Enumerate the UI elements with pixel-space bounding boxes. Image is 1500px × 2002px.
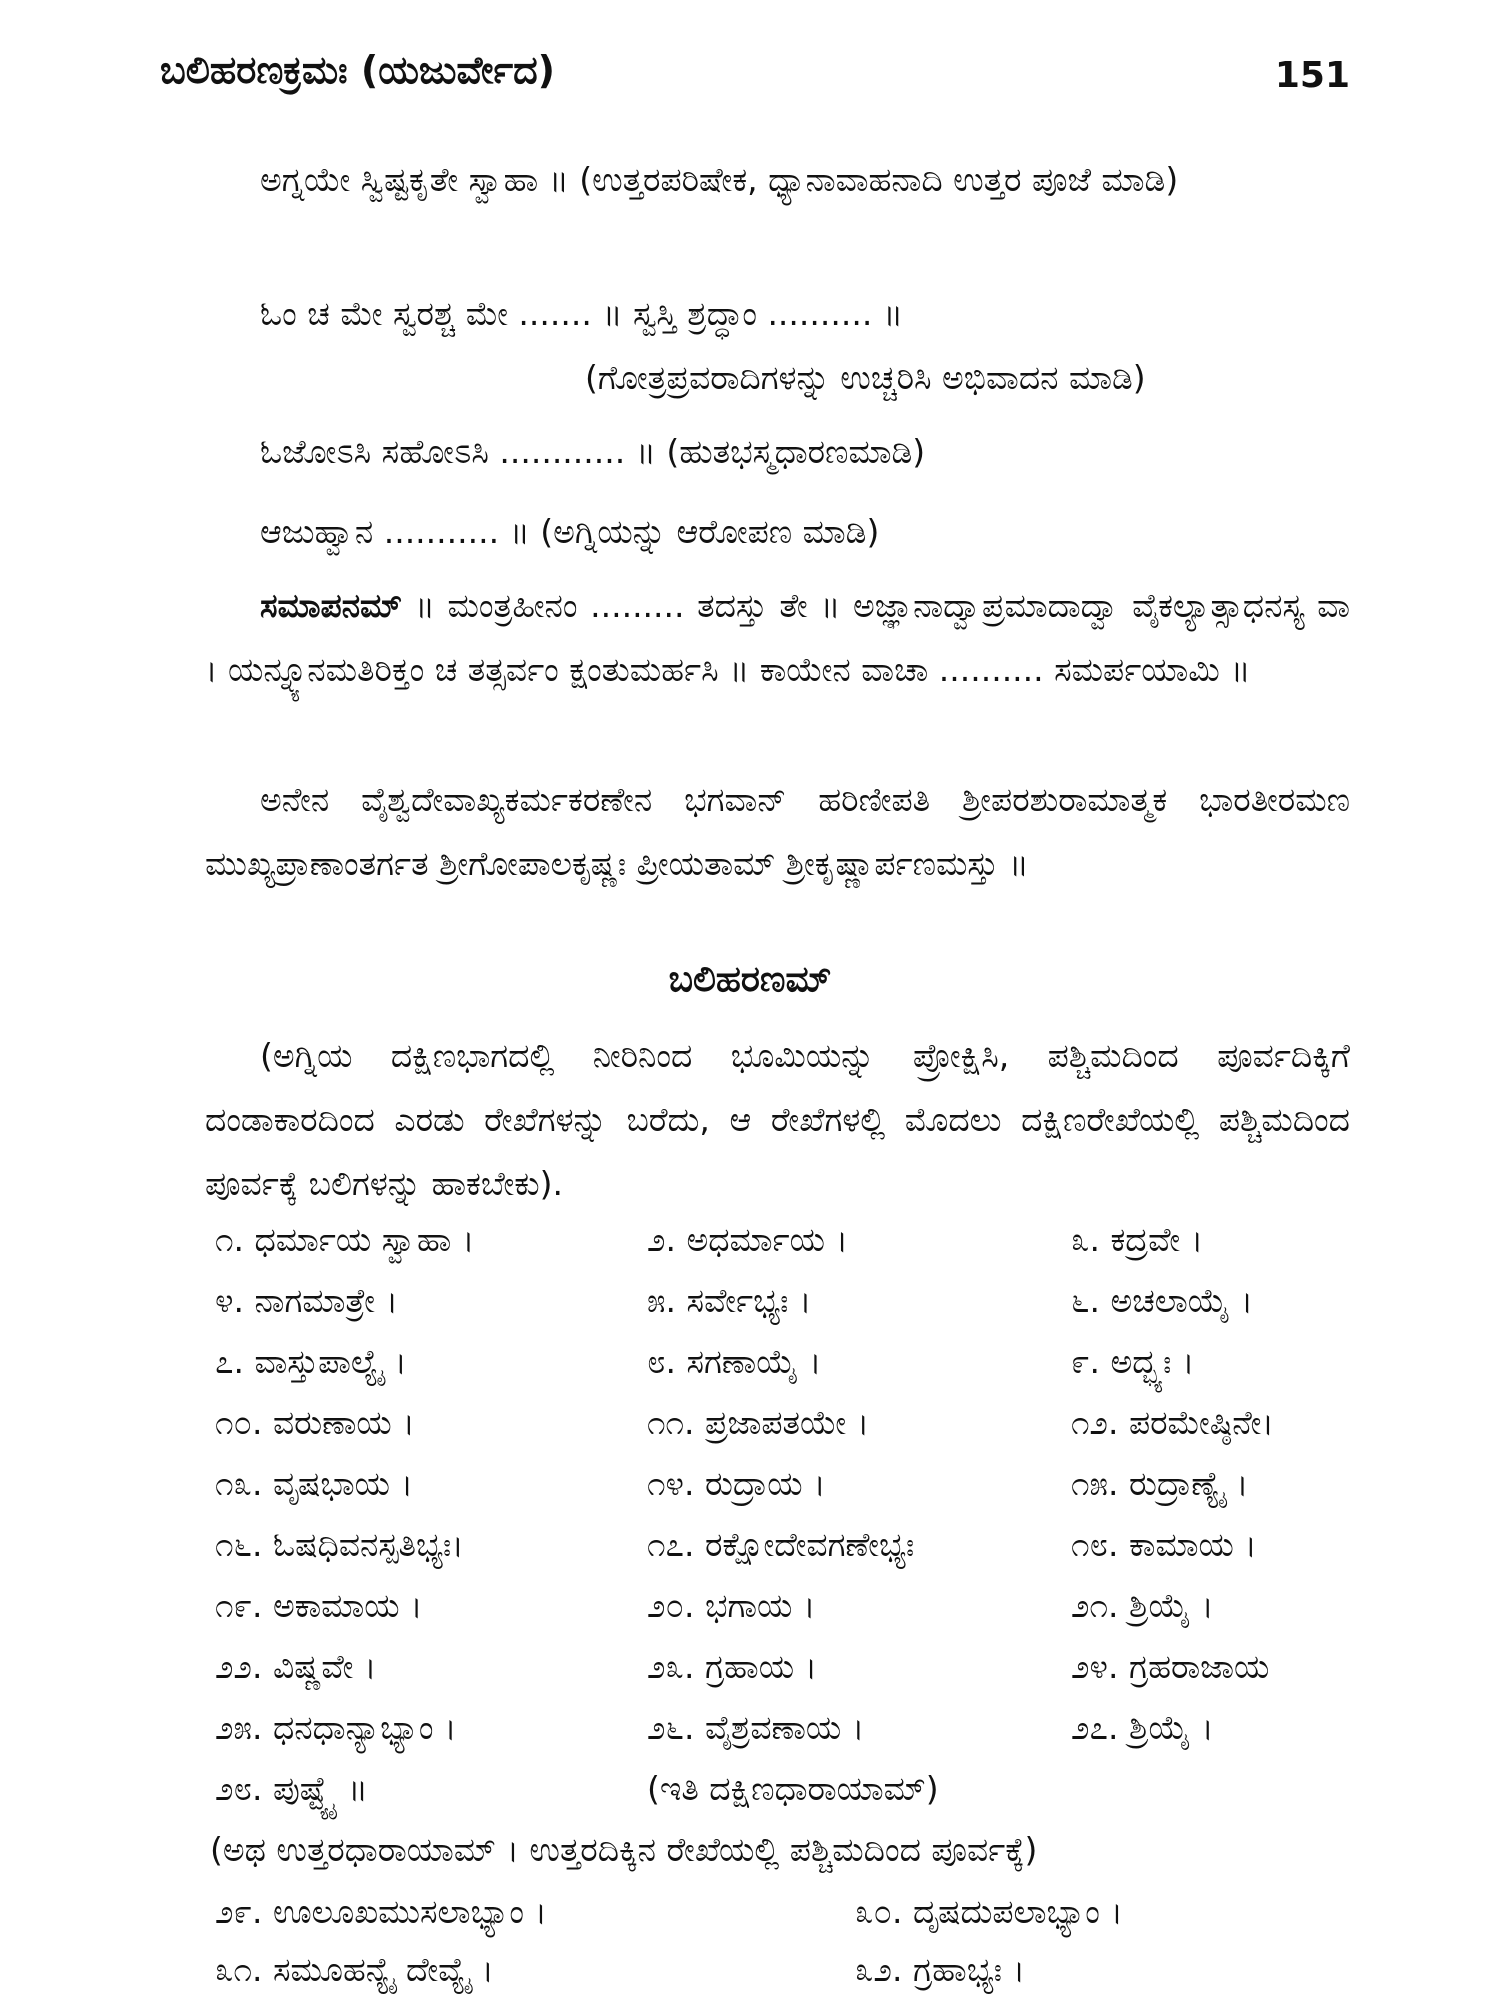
bali-item: ೩೦. ದೃಷದುಪಲಾಭ್ಯಾಂ । <box>855 1892 1123 1931</box>
section-heading: ಬಲಿಹರಣಮ್ <box>668 959 832 1000</box>
bali-item: ೨೪. ಗ್ರಹರಾಜಾಯ <box>1071 1647 1270 1686</box>
bali-item: ೧೮. ಕಾಮಾಯ । <box>1071 1525 1257 1564</box>
bali-item: ೨೭. ಶ್ರಿಯೈ । <box>1071 1708 1214 1747</box>
paragraph-instructions: (ಅಗ್ನಿಯ ದಕ್ಷಿಣಭಾಗದಲ್ಲಿ ನೀರಿನಿಂದ ಭೂಮಿಯನ್ನು ಪ್ರೋಕ್ಷಿಸಿ, ಪಶ್ಚಿಮದಿಂದ ಪೂರ್ವದಿಕ್ಕಿಗೆ ದಂಡಾಕಾರದಿಂದ ಎರಡು ರೇಖೆಗಳನ್ನು ಬರೆದು, ಆ ರೇಖೆಗಳಲ್ಲಿ ಮೊದಲು ದಕ್ಷಿಣರೇಖೆಯಲ್ಲಿ ಪಶ್ಚಿಮದಿಂದ ಪೂರ್ವಕ್ಕೆ ಬಲಿಗಳನ್ನು ಹಾಕಬೇಕು). <box>205 1036 1350 1203</box>
bali-item: ೭. ವಾಸ್ತುಪಾಲ್ಯೈ । <box>215 1342 407 1381</box>
bali-item: ೧೪. ರುದ್ರಾಯ । <box>647 1464 826 1503</box>
bali-item: ೧೧. ಪ್ರಜಾಪತಯೇ । <box>647 1403 870 1442</box>
paragraph-ajuhvana: ಆಜುಹ್ವಾನ ........... ॥ (ಅಗ್ನಿಯನ್ನು ಆರೋಪಣ ಮಾಡಿ) <box>260 512 880 551</box>
bali-row <box>215 1938 1375 2002</box>
paragraph-om-cha-me: ಓಂ ಚ ಮೇ ಸ್ವರಶ್ಚ ಮೇ ....... ॥ ಸ್ವಸ್ತಿ ಶ್ರದ್ಧಾಂ .......... ॥ <box>260 294 903 333</box>
bali-item: ೧೬. ಓಷಧಿವನಸ್ಪತಿಭ್ಯಃ। <box>215 1525 464 1564</box>
abhivadana-note: (ಗೋತ್ರಪ್ರವರಾದಿಗಳನ್ನು ಉಚ್ಚರಿಸಿ ಅಭಿವಾದನ ಮಾಡಿ) <box>585 358 1146 397</box>
samapanam-label: ಸಮಾಪನಮ್ <box>260 586 403 625</box>
bali-row <box>215 1513 1375 1577</box>
bali-item: ೨೩. ಗ್ರಹಾಯ । <box>647 1647 818 1686</box>
bali-item: ೧. ಧರ್ಮಾಯ ಸ್ವಾಹಾ । <box>215 1220 475 1259</box>
bali-item: ೬. ಅಚಲಾಯೈ । <box>1071 1281 1254 1320</box>
bali-item: ೨. ಅಧರ್ಮಾಯ । <box>647 1220 849 1259</box>
bali-item: ೨೦. ಭಗಾಯ । <box>647 1586 816 1625</box>
bali-item: ೧೫. ರುದ್ರಾಣ್ಯೈ । <box>1071 1464 1249 1503</box>
uttara-dhara-note: (ಅಥ ಉತ್ತರಧಾರಾಯಾಮ್ । ಉತ್ತರದಿಕ್ಕಿನ ರೇಖೆಯಲ್ಲಿ ಪಶ್ಚಿಮದಿಂದ ಪೂರ್ವಕ್ಕೆ) <box>210 1830 1038 1869</box>
bali-item: ೨೯. ಊಲೂಖಮುಸಲಾಭ್ಯಾಂ । <box>215 1892 547 1931</box>
bali-row <box>215 1330 1375 1394</box>
paragraph-svishtakrit: ಅಗ್ನಯೇ ಸ್ವಿಷ್ಟಕೃತೇ ಸ್ವಾಹಾ ॥ (ಉತ್ತರಪರಿಷೇಕ, ಧ್ಯಾನಾವಾಹನಾದಿ ಉತ್ತರ ಪೂಜೆ ಮಾಡಿ) <box>260 160 1179 199</box>
bali-row <box>215 1391 1375 1455</box>
bali-row <box>215 1452 1375 1516</box>
bali-item: ೨೨. ವಿಷ್ಣವೇ । <box>215 1647 377 1686</box>
samapanam-text: ॥ ಮಂತ್ರಹೀನಂ ......... ತದಸ್ತು ತೇ ॥ ಅಜ್ಞಾನಾದ್ವಾಪ್ರಮಾದಾದ್ವಾ ವೈಕಲ್ಯಾತ್ಸಾಧನಸ್ಯ ವಾ । ಯನ್ನ್ಯೂನಮತಿರಿಕ್ತಂ ಚ ತತ್ಸರ್ವಂ ಕ್ಷಂತುಮರ್ಹಸಿ ॥ ಕಾಯೇನ ವಾಚಾ .......... ಸಮರ್ಪಯಾಮಿ ॥ <box>205 586 1350 689</box>
bali-item: ೧೨. ಪರಮೇಷ್ಠಿನೇ। <box>1071 1403 1274 1442</box>
bali-row <box>215 1635 1375 1699</box>
page-number: 151 <box>1274 55 1350 96</box>
paragraph-ojosi: ಓಜೋಽಸಿ ಸಹೋಽಸಿ ............ ॥ (ಹುತಭಸ್ಮಧಾರಣಮಾಡಿ) <box>260 432 926 471</box>
dakshina-dhara-note: (ಇತಿ ದಕ್ಷಿಣಧಾರಾಯಾಮ್) <box>647 1769 939 1808</box>
bali-item: ೩. ಕದ್ರವೇ । <box>1071 1220 1204 1259</box>
bali-item: ೩೧. ಸಮೂಹನ್ಯೈ ದೇವ್ಯೈ । <box>215 1950 494 1989</box>
bali-item: ೧೦. ವರುಣಾಯ । <box>215 1403 415 1442</box>
bali-item: ೨೬. ವೈಶ್ರವಣಾಯ । <box>647 1708 865 1747</box>
bali-row <box>215 1269 1375 1333</box>
bali-row <box>215 1574 1375 1638</box>
bali-item: ೧೯. ಅಕಾಮಾಯ । <box>215 1586 423 1625</box>
bali-item: ೩೨. ಗ್ರಹಾಭ್ಯಃ । <box>855 1950 1026 1989</box>
bali-row <box>215 1208 1375 1272</box>
bali-item: ೫. ಸರ್ವೇಭ್ಯಃ । <box>647 1281 812 1320</box>
paragraph-samapanam <box>205 574 1350 702</box>
bali-row <box>215 1696 1375 1760</box>
bali-item: ೨೮. ಪುಷ್ಟ್ಯೈ ॥ <box>215 1769 368 1808</box>
paragraph-samarpana: ಅನೇನ ವೈಶ್ವದೇವಾಖ್ಯಕರ್ಮಕರಣೇನ ಭಗವಾನ್ ಹರಿಣೀಪತಿ ಶ್ರೀಪರಶುರಾಮಾತ್ಮಕ ಭಾರತೀರಮಣ ಮುಖ್ಯಪ್ರಾಣಾಂತರ್ಗತ ಶ್ರೀಗೋಪಾಲಕೃಷ್ಣಃ ಪ್ರೀಯತಾಮ್ ಶ್ರೀಕೃಷ್ಣಾರ್ಪಣಮಸ್ತು ॥ <box>205 780 1350 883</box>
bali-item: ೧೭. ರಕ್ಷೋದೇವಗಣೇಭ್ಯಃ <box>647 1525 915 1564</box>
bali-item: ೨೫. ಧನಧಾನ್ಯಾಭ್ಯಾಂ । <box>215 1708 457 1747</box>
bali-row <box>215 1880 1375 1944</box>
bali-item: ೧೩. ವೃಷಭಾಯ । <box>215 1464 413 1503</box>
bali-item: ೯. ಅದ್ಭ್ಯಃ । <box>1071 1342 1195 1381</box>
bali-item: ೨೧. ಶ್ರಿಯೈ । <box>1071 1586 1214 1625</box>
running-title: ಬಲಿಹರಣಕ್ರಮಃ (ಯಜುರ್ವೇದ) <box>160 48 555 92</box>
bali-row <box>215 1757 1375 1821</box>
bali-item: ೪. ನಾಗಮಾತ್ರೇ । <box>215 1281 399 1320</box>
bali-item: ೮. ಸಗಣಾಯೈ । <box>647 1342 822 1381</box>
